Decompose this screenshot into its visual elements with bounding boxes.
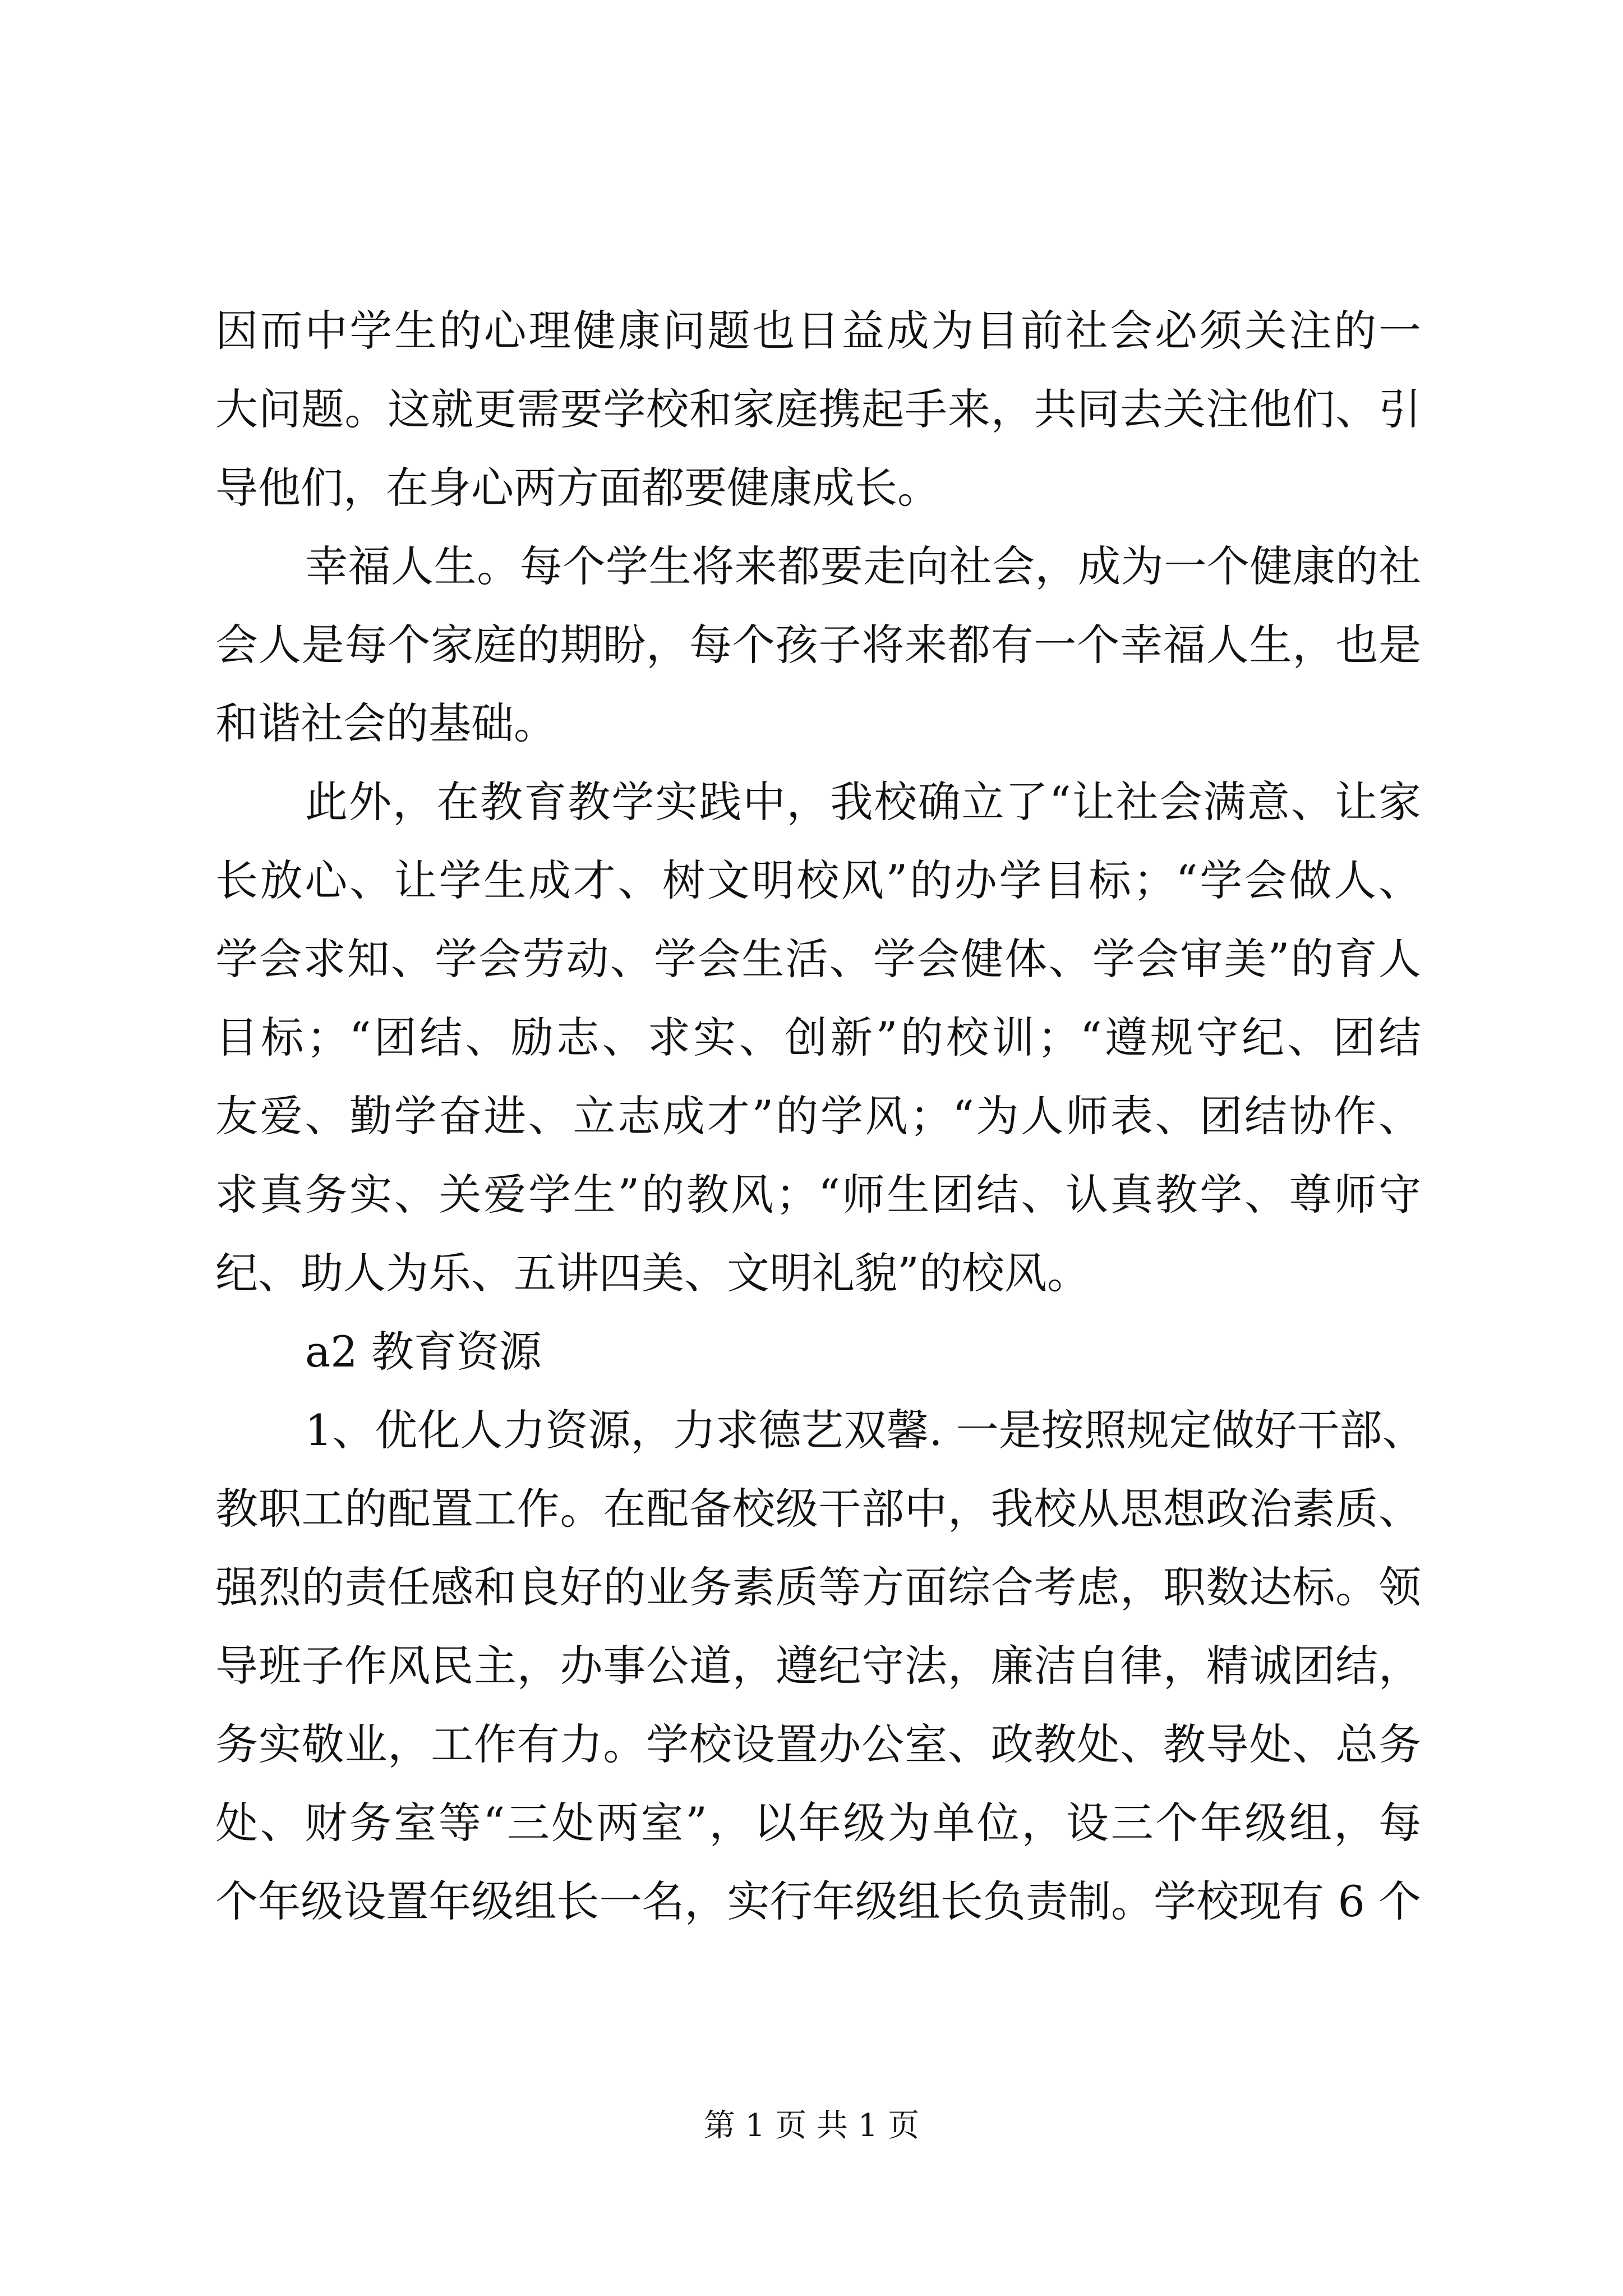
text-line: 目标；“团结、励志、求实、创新”的校训；“遵规守纪、团结: [215, 1013, 1421, 1062]
text-line: 因而中学生的心理健康问题也日益成为目前社会必须关注的一: [215, 306, 1421, 356]
text-line: 纪、助人为乐、五讲四美、文明礼貌”的校风。: [215, 1248, 1090, 1298]
text-line: 1、优化人力资源，力求德艺双馨. 一是按照规定做好干部、: [305, 1405, 1425, 1455]
text-line: 导班子作风民主，办事公道，遵纪守法，廉洁自律，精诚团结，: [215, 1641, 1421, 1691]
text-line: 教职工的配置工作。在配备校级干部中，我校从思想政治素质、: [215, 1484, 1421, 1534]
text-line: 求真务实、关爱学生”的教风；“师生团结、认真教学、尊师守: [215, 1170, 1421, 1220]
page-number: 第 1 页 共 1 页: [703, 2108, 920, 2144]
text-line: 大问题。这就更需要学校和家庭携起手来，共同去关注他们、引: [215, 384, 1421, 434]
text-line: 此外，在教育教学实践中，我校确立了“让社会满意、让家: [305, 777, 1421, 827]
text-line: 学会求知、学会劳动、学会生活、学会健体、学会审美”的育人: [215, 934, 1421, 984]
text-line: 强烈的责任感和良好的业务素质等方面综合考虑，职数达标。领: [215, 1562, 1421, 1612]
text-line: 幸福人生。每个学生将来都要走向社会，成为一个健康的社: [305, 541, 1421, 591]
text-line: 会人是每个家庭的期盼，每个孩子将来都有一个幸福人生，也是: [215, 620, 1421, 670]
text-line: 导他们，在身心两方面都要健康成长。: [215, 463, 940, 513]
text-line: 和谐社会的基础。: [215, 698, 556, 748]
section-heading: a2 教育资源: [305, 1327, 542, 1377]
page-footer: [0, 2104, 1623, 2148]
text-line: 务实敬业，工作有力。学校设置办公室、政教处、教导处、总务: [215, 1719, 1421, 1769]
body-text: [215, 292, 1425, 1941]
text-line: 个年级设置年级组长一名，实行年级组长负责制。学校现有 6 个: [215, 1876, 1421, 1926]
text-line: 处、财务室等“三处两室”，以年级为单位，设三个年级组，每: [215, 1798, 1421, 1848]
text-line: 友爱、勤学奋进、立志成才”的学风；“为人师表、团结协作、: [215, 1091, 1421, 1141]
text-line: 长放心、让学生成才、树文明校风”的办学目标；“学会做人、: [215, 855, 1421, 905]
